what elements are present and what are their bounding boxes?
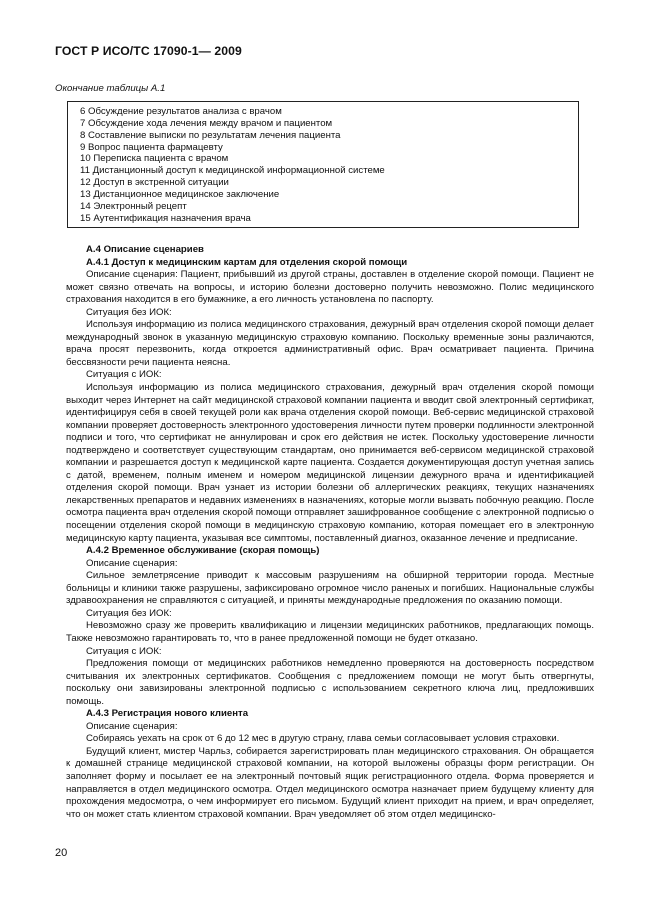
paragraph: Сильное землетрясение приводит к массовым разрушениям на обширной территории города. Местные больницы и клиники также разрушены, зафиксировано огромное число раненых и погибших. Национальные службы здравоохранения не справляются с ситуацией, и приняты международные предложения по оказанию помощи. [66, 570, 594, 607]
paragraph: Описание сценария: [86, 720, 178, 732]
list-item: 8 Составление выписки по результатам лечения пациента [80, 129, 341, 141]
paragraph: Собираясь уехать на срок от 6 до 12 мес в другую страну, глава семьи согласовывает условия страховки. [86, 733, 560, 745]
paragraph: Описание сценария: [86, 557, 178, 569]
list-item: 11 Дистанционный доступ к медицинской информационной системе [80, 165, 385, 177]
paragraph: Ситуация без ИОК: [86, 306, 172, 318]
section-heading: А.4 Описание сценариев [86, 244, 204, 255]
subsection-heading: А.4.2 Временное обслуживание (скорая помощь) [86, 545, 320, 557]
list-item: 14 Электронный рецепт [80, 200, 187, 212]
list-item: 9 Вопрос пациента фармацевту [80, 141, 223, 153]
paragraph: Невозможно сразу же проверить квалификацию и лицензии медицинских работников, предлагающих помощь. Также невозможно гарантировать то, что в ранее предложенной помощи не будет отказано. [66, 620, 594, 644]
document-header: ГОСТ Р ИСО/ТС 17090-1— 2009 [55, 44, 242, 58]
paragraph: Описание сценария: Пациент, прибывший из другой страны, доставлен в отделение скорой помощи. Пациент не может связно отвечать на вопросы, и историю болезни достоверно получить невозможно. Полис медицинского страхования находится в его бумажнике, а его личность установлена по паспорту. [66, 269, 594, 306]
paragraph: Используя информацию из полиса медицинского страхования, дежурный врач отделения скорой помощи выходит через Интернет на сайт медицинской страховой компании пациента и вводит свой электронный сертификат, идентифицируя себя в своей текущей роли как врача отделения скорой помощи. Веб-сервис медицинской страховой компании проверяет достоверность электронного удостоверения личности путем проверки подлинности электронной подписи и того, что сертификат не аннулирован и срок его действия не истек. Поскольку удостоверение личности подтверждено и соответствует существующим стандартам, оно принимается веб-сервисом медицинской страховой компании и разрешается доступ к медицинской карте пациента. Создается документирующая доступ учетная запись с датой, временем, полным именем и номером медицинской лицензии дежурного врача и идентификацией отделения скорой помощи. Врач узнает из истории болезни об аллергических реакциях, текущих назначениях лекарственных препаратов и недавних изменениях в назначениях, которые могли вызвать побочную реакцию. После осмотра пациента врач отделения скорой помощи отправляет зашифрованное сообщение с электронной подписью о посещении отделения скорой помощи в медицинскую страховую компанию, которая помещает его в электронную медицинскую карту пациента, указывая все симптомы, поставленный диагноз, оказанное лечение и предписание. [66, 382, 594, 544]
scenario-list [80, 106, 385, 224]
list-item: 10 Переписка пациента с врачом [80, 153, 229, 165]
subsection-heading: А.4.3 Регистрация нового клиента [86, 708, 249, 720]
list-item: 6 Обсуждение результатов анализа с врачом [80, 106, 282, 117]
subsection-heading: А.4.1 Доступ к медицинским картам для отделения скорой помощи [86, 256, 408, 268]
scenario-table [67, 101, 579, 228]
paragraph: Используя информацию из полиса медицинского страхования, дежурный врач отделения скорой помощи делает международный звонок в указанную медицинскую страховую компанию. Поскольку временные зоны различаются, врача просят перезвонить, когда откроется административный офис. Врач осматривает пациента. Причина бессвязности речи пациента неясна. [66, 319, 594, 368]
paragraph: Ситуация с ИОК: [86, 369, 162, 381]
list-item: 15 Аутентификация назначения врача [80, 212, 251, 224]
list-item: 13 Дистанционное медицинское заключение [80, 188, 280, 200]
document-body [66, 244, 594, 821]
page-number: 20 [55, 847, 68, 859]
list-item: 7 Обсуждение хода лечения между врачом и пациентом [80, 117, 333, 129]
paragraph: Ситуация с ИОК: [86, 645, 162, 657]
list-item: 12 Доступ в экстренной ситуации [80, 177, 229, 189]
paragraph: Ситуация без ИОК: [86, 607, 172, 619]
table-caption: Окончание таблицы А.1 [55, 83, 166, 94]
paragraph: Предложения помощи от медицинских работников немедленно проверяются на достоверность посредством считывания их электронных сертификатов. Сообщения с предложением помощи не могут быть отвергнуты, поскольку они завизированы электронной подписью с использованием секретного ключа лиц, предложивших помощь. [66, 658, 594, 707]
paragraph: Будущий клиент, мистер Чарльз, собирается зарегистрировать план медицинского страхования. Он обращается к домашней странице медицинской страховой компании, на которой выложены образцы форм регистрации. Он заполняет форму и посылает ее на электронный почтовый ящик регистрационного отдела. Форма проверяется и направляется в отдел медицинского осмотра. Отдел медицинского осмотра назначает прием будущему клиенту для прохождения медосмотра, о чем информирует его письмом. Будущий клиент приходит на прием, и врач определяет, что он может стать клиентом страховой компании. Врач уведомляет об этом отдел медицинско- [66, 745, 594, 820]
